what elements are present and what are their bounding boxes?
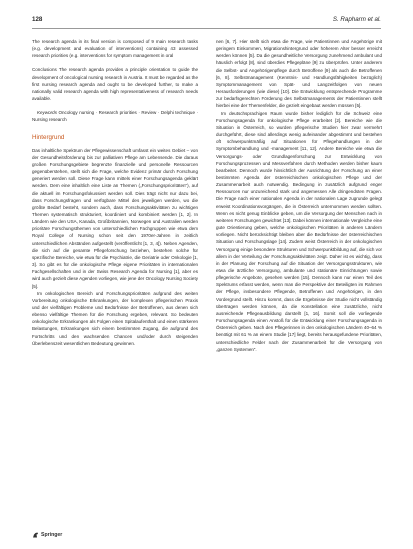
- body-paragraph: Im deutschsprachigen Raum wurde bisher lediglich für die Schweiz eine Forschungsagenda für onkologische Pflege erarbeitet [2]. Bereiche wie die Situation in Österreich, so wurden pflegerische Studien hier zwar vermehrt durchgeführt, diese sind allerdings wenig aufeinander abgestimmt und bestehen oft schwerpunktmäßig auf Situationen für Pflegehandlungen in der Symptombehandlung und -management [11, 12]. Andere Bereiche wie etwa die Versorgungs- oder Grundlagenforschung zur Entwicklung von Forschungsprozessen und Messverfahren durch Methoden werden bisher kaum bearbeitet. Dennoch wurde hinsichtlich der Ausrichtung der Forschung an einer bestimmten Agenda der österreichischen onkologischen Pflege und der Zusammenarbeit auch notwendig. Bedingung in zusätzlich aufgrund enger Ressourcen nur unzureichend stark und angemessen Alle dringendsten Fragen. Die Frage nach einer nationalen Agenda in der nationalen Lage zugrunde gelegt erweist Koordinationsvorgängen, die in Österreich unternommen werden sollten. Wenn es nicht genug Einblicke geben, um die Versorgung der Menschen nach in weiteren Forschungen gewichtet [13]. Dabei können internationale Vergleiche eine gute Orientierung geben, welche onkologischen Prioritäten in anderen Ländern vorliegen. Nicht berücksichtigt bleiben aber die Bedürfnisse der österreichischen Situation und Forschungslage [14]. Zudem weist Österreich in der onkologischen Versorgung einige besondere Strukturen und Schwerpunktbildung auf, die sich vor allem in der Verteilung der Forschungsaktivitäten zeigt. Daher ist es wichtig, dass in der Planung der Forschung auf die Situation der Versorgungsstrukturen, wie etwa die ärztliche Versorgung, ambulante und stationäre Einrichtungen sowie pflegerische Angebote, gesehen werden [15]. Dennoch kann nur einen Teil des Spektrums erfasst werden, wenn man die Perspektive der Beteiligten im Rahmen der Pflege, insbesondere Pflegende, Betroffenen und Angehörigen, in den Vordergrund stellt. Hinzu kommt, dass die Ergebnisse der Studie nicht vollständig übertragen werden können, da die Konstellation eine zusätzliche, nicht ausreichende Pflegeausbildung darstellt [1, 16]. Somit soll die vorliegende Forschungsagenda einen Anstoß für die Entwicklung einer Forschungsagenda in Österreich geben. Nach den Pflegerinnen in den onkologischen Ländern 40–64 % benötigt mit 61 % an einem Studie [17] liegt, bereits herausgefundene Prioritäten, unterschiedliche Felder nach der Zusammenarbeit für die Versorgung von „ganzen Systemen“.: [216, 110, 382, 352]
- publisher-name: Springer: [41, 532, 63, 538]
- body-paragraph: nen [6, 7]. Hier stellt sich etwa die Frage, wie Patientinnen und Angehörige mit geringem Einkommen, Migrationshintergrund oder höherem Alter besser erreicht werden können [5]. Da die gesundheitliche Versorgung zunehmend ambulant und häuslich erfolgt [8], sind überdies Pflegepläne [9] zu überprüfen. Unter anderem die Selbst- und Angehörigenpflege durch Betroffene [9] als auch die Betroffenen [6, 8]. Selbstmanagement (Kenntnis- und Handlungsfähigkeiten bezüglich) Symptommanagement von Spät- und Langzeitfolgen von neuen Herausforderungen (wie diese) [10]. Die Entwicklung entsprechende Programme zur bedarfsgerechten Förderung des Selbstmanagements der Patientinnen stellt hierbei eine der Themenfelder, die gezielt eingebaut werden müssen [5].: [216, 39, 382, 109]
- keywords: [32, 109, 198, 123]
- left-column: [32, 38, 198, 347]
- body-paragraph: Das inhaltliche Spektrum der Pflegewissenschaft umfasst ein weites Gebiet – von der Gesundheitsförderung bis zur palliativen Pflege am Lebensende. Die daraus großen Forschungsgebiete begrenzte finanzielle und personelle Ressourcen gegenüberstehen, stellt sich die Frage, welche Evidenz primär durch Forschung generiert werden soll. Diese Frage kann mittels einer Forschungsagenda geklärt werden. Dem eine inhaltlich eine Liste an Themen („Forschungsprioritäten“), auf die aktuell im Forschungsfokussiert werden soll. Dies trägt nicht nur dazu bei, dass Forschungsfragen und verfügbare Mittel des jeweiligen werden, wo die größte Bedarf besteht, sondern auch, dass Forschungsaktivitäten zu wichtigen Themen systematisch strukturiert, koordiniert und kombiniert werden [1, 2]. In Ländern wie den USA, Kanada, Großbritannien, Norwegen und Australien werden prioritäre Forschungsthemen von unterschiedlichen Fachgruppen wie etwa dem Royal College of Nursing schon seit den 1970er-Jahren in zeitlich unterschiedlichen Abständen aufgestellt (veröffentlicht [1, 3, 4]). Neben Agenden, die sich auf die gesamte Pflegeforschung beziehen, bestehen solche für spezifische Bereiche, wie etwa für die Psychiatrie, die Geriatrie oder Onkologie [1, 3]. So gibt es für die onkologische Pflege eigene Prioritäten in internationalen Fachgesellschaften und in der Swiss Research Agenda for Nursing [1], aber es wird auch gezielt diese Agenden vorliegen, wie jene der Oncology Nursing Society [5].: [32, 147, 198, 289]
- abstract-conclusions: Conclusions The research agenda provides a principle orientation to guide the development of oncological nursing research in Austria. It must be regarded as the first nursing research agenda and ought to be developed further, to make a nationally valid research agenda with high representativeness of research needs available.: [32, 67, 198, 102]
- body-paragraph: Im onkologischen Bereich und Forschungsprioritäten aufgrund des weiten Vorbereitung onkologische Erkrankungen, der komplexen pflegerischen Praxis und der vielfältigen Probleme und Bedürfnisse der Betroffenen, aus denen sich ebenso vielfältige Themen für die Forschung ergeben, relevant. So bedeuten onkologische Erkrankungen als Folgen einen Spitalaufenthalt und einen stärkeren Belastungen, Erkrankungen sich einem bestimmten Zugang, die aufgrund des Fortschritts und den wachsenden Chancen und/oder durch steigenden Überlebenszeit wesentlichen Bedeutung gewinnen.: [32, 290, 198, 346]
- keywords-text: Oncology nursing · Research priorities · Review · Delphi technique · Nursing research: [32, 110, 198, 123]
- right-column: [216, 38, 382, 353]
- keywords-label: Keywords: [37, 110, 57, 116]
- section-heading: Hintergrund: [32, 133, 65, 141]
- abstract-results: The research agenda in its final version is composed of 9 main research tasks (e.g. development and evaluation of interventions) containing 43 assessed research priorities (e.g. interventions for symptom management in oral: [32, 39, 198, 59]
- page-header: [32, 16, 381, 29]
- page-number: 128: [32, 16, 43, 23]
- horse-icon: [32, 532, 39, 538]
- running-head: S. Rapharm et al.: [332, 16, 381, 23]
- publisher-logo: [32, 532, 62, 538]
